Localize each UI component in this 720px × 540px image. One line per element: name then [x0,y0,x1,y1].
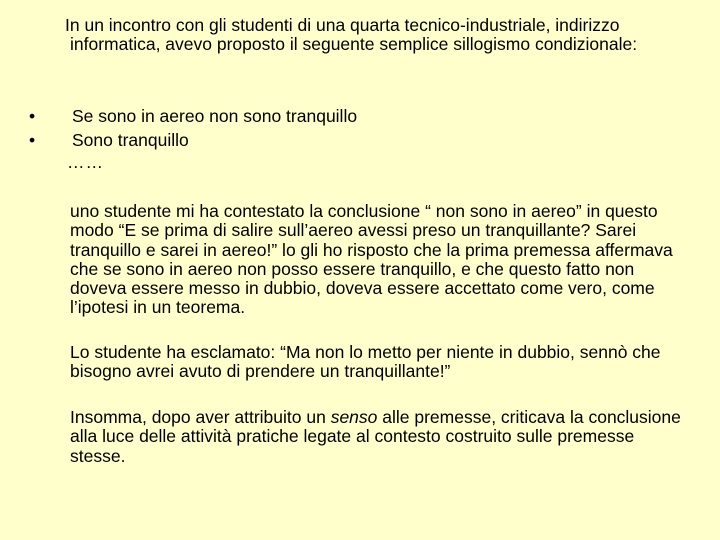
bullet-marker: • [29,130,36,150]
premise-text-2: Sono tranquillo [72,130,189,150]
summary-text-before: Insomma, dopo aver attribuito un [70,407,331,427]
student-exclamation-paragraph: Lo studente ha esclamato: “Ma non lo metto per niente in dubbio, sennò che bisogno avrei avuto di prendere un tranquillante!” [70,342,661,382]
student-objection-paragraph: uno studente mi ha contestato la conclusione “ non sono in aereo” in questo modo “E se prima di salire sull’aereo avessi preso un tranquillante? Sarei tranquillo e sarei in aereo!” lo gli ho risposto che la prima premessa affermava che se sono in aereo non posso essere tranquillo, e che questo fatto non doveva essere messo in dubbio, doveva essere accettato come vero, come l’ipotesi in un teorema. [70,201,673,318]
syllogism-premises-list [0,104,357,152]
premise-item-2 [0,128,357,152]
premise-item-1 [0,104,357,128]
intro-paragraph: In un incontro con gli studenti di una quarta tecnico-industriale, indirizzo informatica, avevo proposto il seguente semplice sillogismo condizionale: [65,15,638,55]
conclusion-ellipsis: …… [67,152,104,172]
summary-text-after: alle premesse, criticava la conclusione alla luce delle attività pratiche legate al contesto costruito sulle premesse stesse. [70,407,681,466]
summary-paragraph [70,408,690,466]
bullet-marker: • [29,106,36,126]
summary-emphasis: senso [330,407,378,427]
premise-text-1: Se sono in aereo non sono tranquillo [72,106,358,126]
